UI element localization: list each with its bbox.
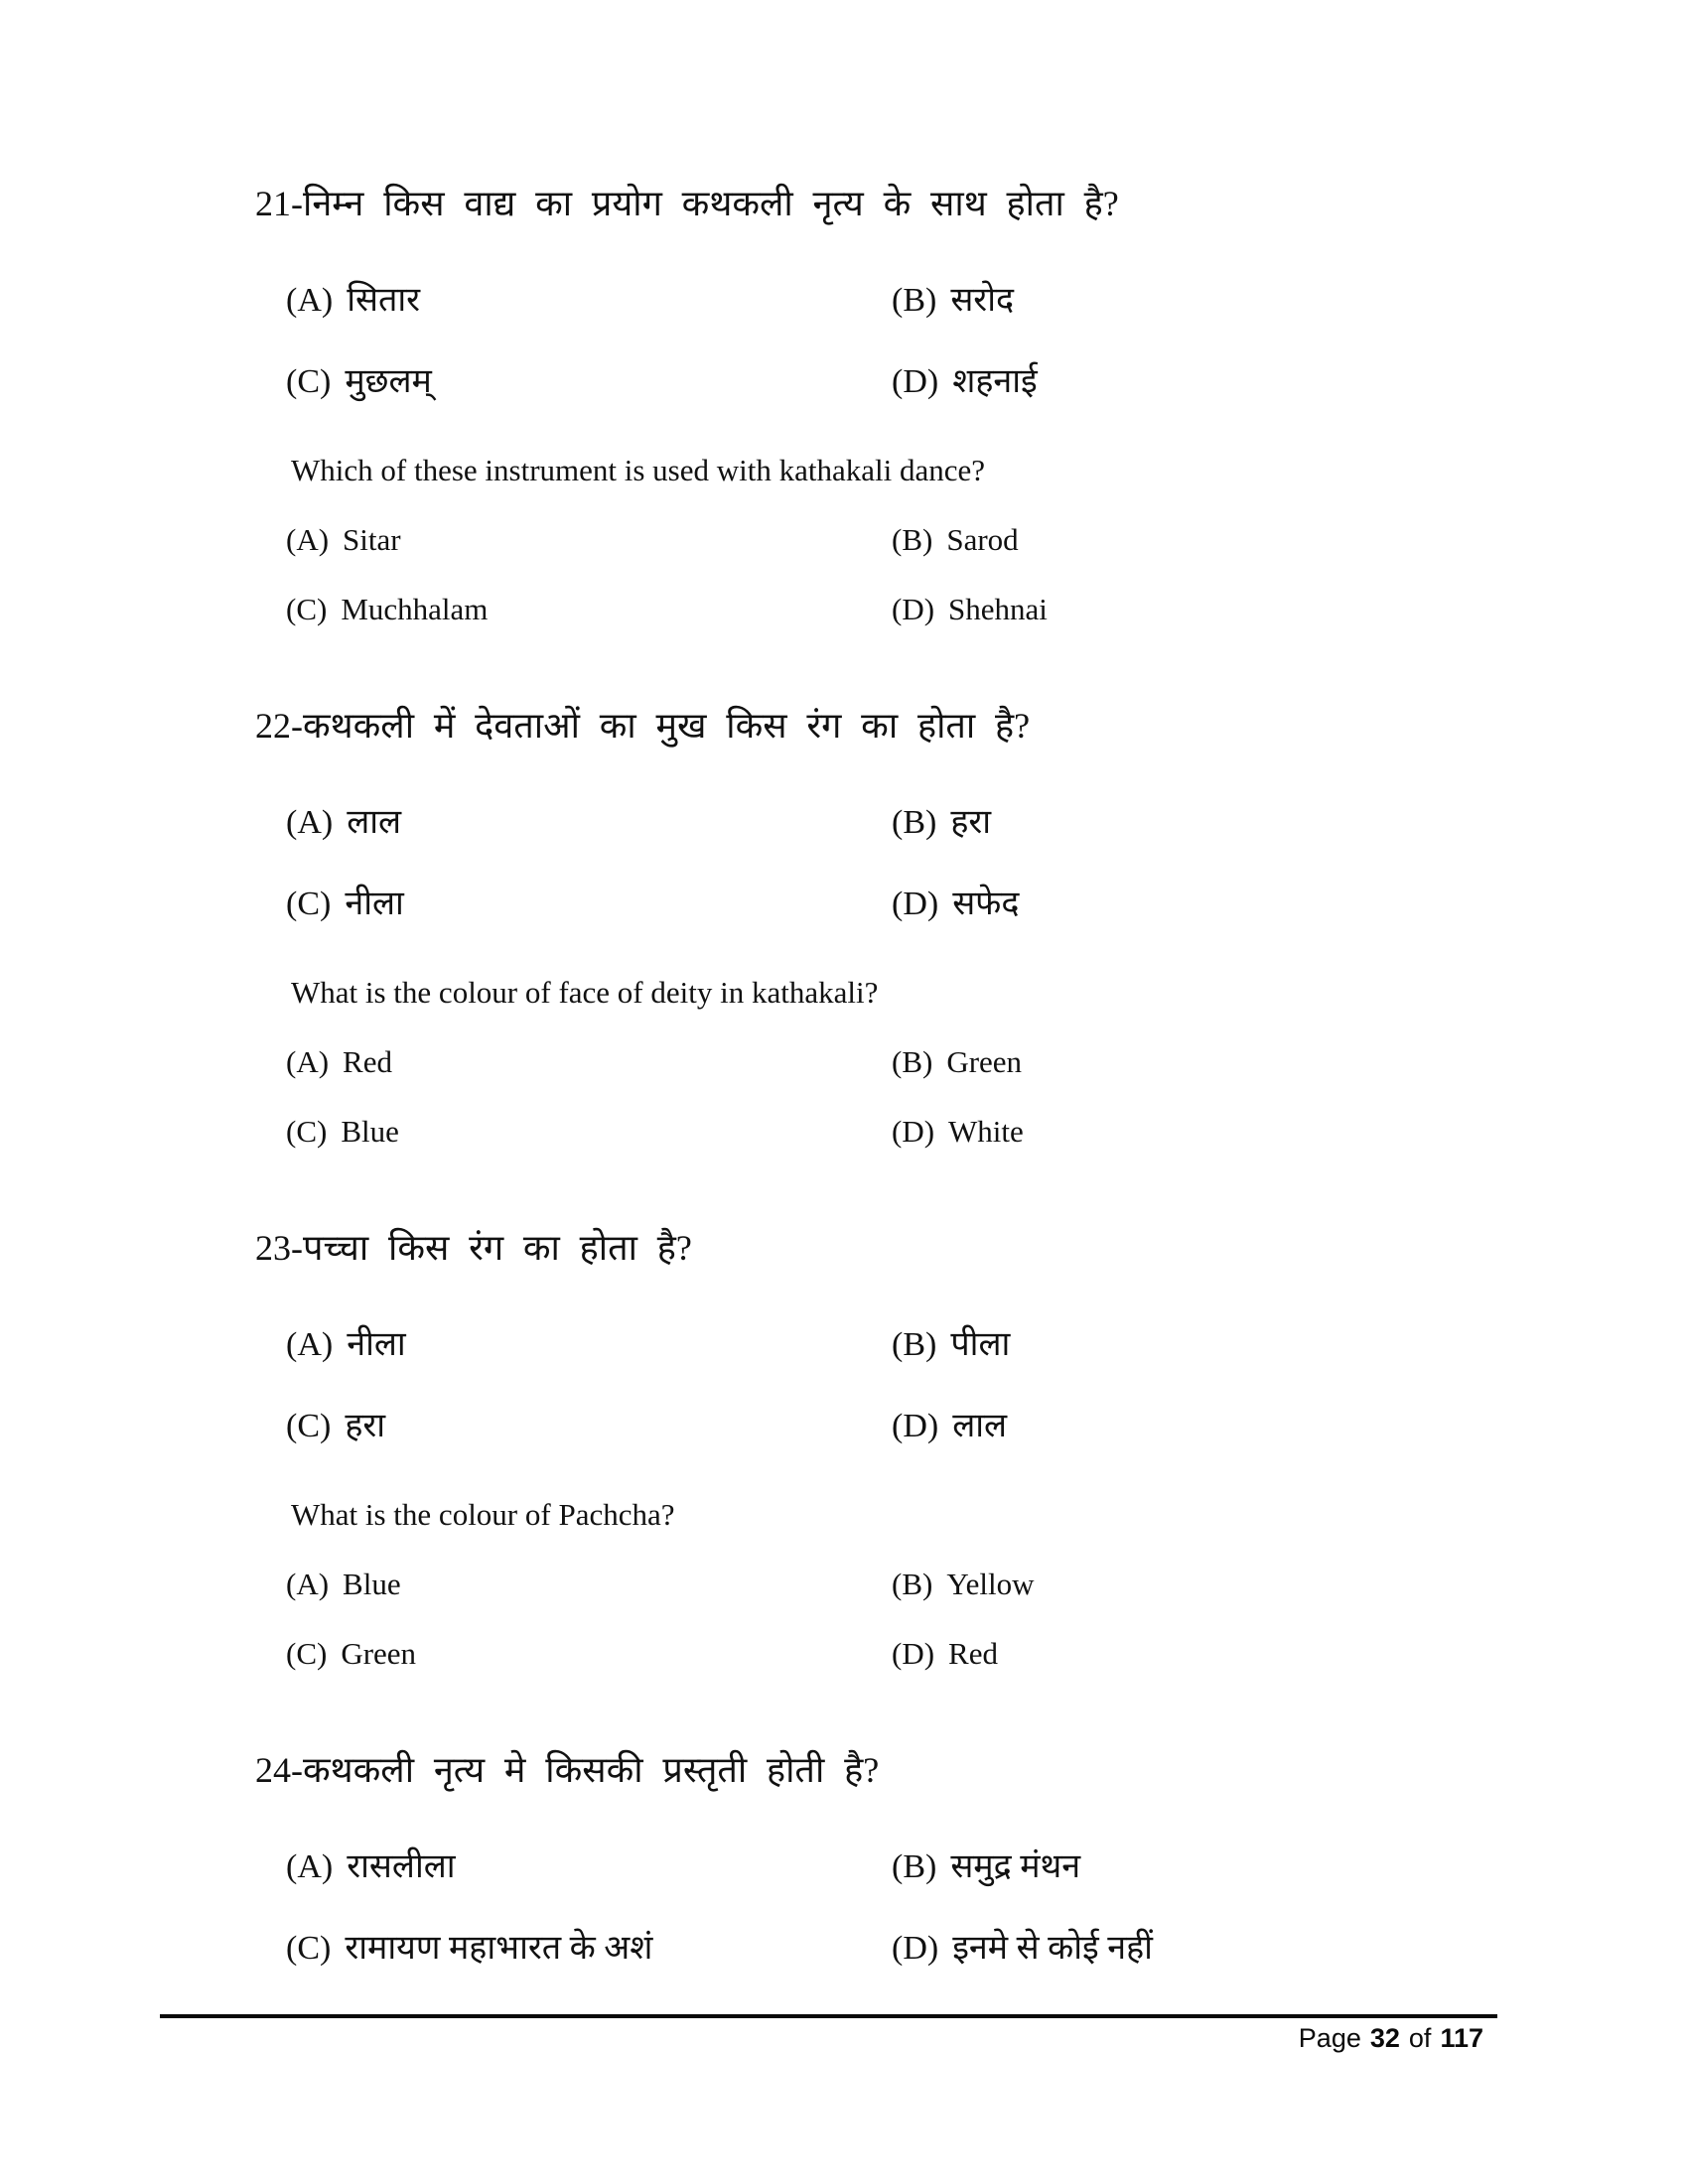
option-text: लाल bbox=[952, 1408, 1008, 1444]
page-number-footer bbox=[1299, 2023, 1483, 2054]
option-text: Sarod bbox=[946, 522, 1019, 557]
option-text: White bbox=[948, 1114, 1024, 1149]
question-24-hindi-title bbox=[255, 1747, 1538, 1793]
option-label: (C) bbox=[286, 1408, 332, 1444]
question-21 bbox=[255, 181, 1538, 629]
option-text: Red bbox=[948, 1636, 998, 1671]
option-label: (C) bbox=[286, 1114, 328, 1149]
option-label: (B) bbox=[892, 1044, 933, 1079]
option-hindi-C bbox=[286, 359, 892, 405]
question-22-hindi-title bbox=[255, 703, 1538, 749]
option-text: हरा bbox=[950, 804, 992, 841]
option-text: रासलीला bbox=[347, 1848, 456, 1885]
option-text: इनमे से कोई नहीं bbox=[952, 1930, 1153, 1967]
option-hindi-B bbox=[892, 1844, 1538, 1890]
footer-of-label: of bbox=[1408, 2023, 1432, 2053]
question-23-hindi-options-row-1 bbox=[255, 1322, 1538, 1368]
option-text: हरा bbox=[345, 1408, 386, 1444]
option-text: Green bbox=[946, 1044, 1023, 1079]
option-english-C bbox=[286, 1112, 892, 1152]
option-hindi-C bbox=[286, 882, 892, 927]
option-text: समुद्र मंथन bbox=[950, 1848, 1081, 1885]
question-23-english-options-row-1 bbox=[255, 1565, 1538, 1604]
option-label: (D) bbox=[892, 886, 939, 922]
option-label: (B) bbox=[892, 282, 937, 319]
option-hindi-D bbox=[892, 882, 1538, 927]
option-english-B bbox=[892, 520, 1538, 560]
question-23 bbox=[255, 1225, 1538, 1674]
question-22 bbox=[255, 703, 1538, 1152]
option-label: (A) bbox=[286, 1044, 330, 1079]
question-23-english-options-row-2 bbox=[255, 1634, 1538, 1674]
option-label: (C) bbox=[286, 592, 328, 626]
option-hindi-A bbox=[286, 278, 892, 324]
option-label: (B) bbox=[892, 804, 937, 841]
option-hindi-A bbox=[286, 800, 892, 846]
question-number: 24- bbox=[255, 1750, 303, 1790]
option-label: (D) bbox=[892, 592, 935, 626]
option-hindi-A bbox=[286, 1322, 892, 1368]
option-text: Red bbox=[343, 1044, 392, 1079]
option-label: (A) bbox=[286, 804, 334, 841]
option-text: Blue bbox=[343, 1567, 401, 1601]
option-text: सरोद bbox=[950, 282, 1015, 319]
option-label: (C) bbox=[286, 1930, 332, 1967]
question-21-hindi-title bbox=[255, 181, 1538, 226]
option-hindi-C bbox=[286, 1926, 892, 1972]
option-text: शहनाई bbox=[952, 363, 1038, 400]
question-23-english-title: What is the colour of Pachcha? bbox=[291, 1497, 675, 1532]
option-label: (B) bbox=[892, 1567, 933, 1601]
question-21-english-title: Which of these instrument is used with kathakali dance? bbox=[291, 453, 986, 487]
option-english-B bbox=[892, 1042, 1538, 1082]
option-english-D bbox=[892, 1112, 1538, 1152]
option-english-A bbox=[286, 1565, 892, 1604]
option-hindi-D bbox=[892, 1926, 1538, 1972]
question-22-english-title: What is the colour of face of deity in kathakali? bbox=[291, 975, 879, 1010]
question-number: 22- bbox=[255, 706, 303, 746]
option-label: (A) bbox=[286, 1567, 330, 1601]
option-english-D bbox=[892, 590, 1538, 629]
footer-divider-line bbox=[160, 2014, 1497, 2018]
option-text: Sitar bbox=[343, 522, 401, 557]
option-english-C bbox=[286, 590, 892, 629]
option-text: रामायण महाभारत के अशं bbox=[345, 1930, 653, 1967]
footer-total-pages: 117 bbox=[1440, 2023, 1483, 2053]
question-number: 23- bbox=[255, 1228, 303, 1268]
question-24 bbox=[255, 1747, 1538, 1972]
option-label: (D) bbox=[892, 363, 939, 400]
option-label: (A) bbox=[286, 1848, 334, 1885]
question-23-hindi-title bbox=[255, 1225, 1538, 1271]
option-text: सफेद bbox=[952, 886, 1020, 922]
option-hindi-B bbox=[892, 800, 1538, 846]
question-text-hindi: कथकली में देवताओं का मुख किस रंग का होता है? bbox=[303, 706, 1031, 746]
option-text: Muchhalam bbox=[341, 592, 489, 626]
option-label: (A) bbox=[286, 282, 334, 319]
option-label: (A) bbox=[286, 1326, 334, 1363]
question-23-hindi-options-row-2 bbox=[255, 1404, 1538, 1449]
question-22-english-options-row-2 bbox=[255, 1112, 1538, 1152]
question-text-hindi: कथकली नृत्य मे किसकी प्रस्तृती होती है? bbox=[303, 1750, 880, 1790]
question-number: 21- bbox=[255, 184, 303, 223]
question-22-english-options-row-1 bbox=[255, 1042, 1538, 1082]
option-label: (A) bbox=[286, 522, 330, 557]
option-english-C bbox=[286, 1634, 892, 1674]
option-label: (B) bbox=[892, 522, 933, 557]
option-label: (C) bbox=[286, 1636, 328, 1671]
option-text: नीला bbox=[347, 1326, 406, 1363]
option-text: Yellow bbox=[946, 1567, 1035, 1601]
question-text-hindi: पच्चा किस रंग का होता है? bbox=[303, 1228, 692, 1268]
option-hindi-D bbox=[892, 359, 1538, 405]
option-text: लाल bbox=[347, 804, 402, 841]
option-hindi-A bbox=[286, 1844, 892, 1890]
question-21-hindi-options-row-2 bbox=[255, 359, 1538, 405]
option-text: नीला bbox=[345, 886, 404, 922]
option-label: (D) bbox=[892, 1114, 935, 1149]
option-label: (B) bbox=[892, 1326, 937, 1363]
footer-page-label: Page bbox=[1298, 2023, 1361, 2053]
option-text: मुछलम् bbox=[345, 363, 432, 400]
option-english-B bbox=[892, 1565, 1538, 1604]
questions-section bbox=[255, 181, 1538, 2045]
option-english-A bbox=[286, 1042, 892, 1082]
question-21-english-options-row-2 bbox=[255, 590, 1538, 629]
option-label: (D) bbox=[892, 1408, 939, 1444]
option-label: (D) bbox=[892, 1930, 939, 1967]
option-hindi-B bbox=[892, 1322, 1538, 1368]
option-text: Blue bbox=[341, 1114, 399, 1149]
question-24-hindi-options-row-2 bbox=[255, 1926, 1538, 1972]
option-english-A bbox=[286, 520, 892, 560]
question-21-hindi-options-row-1 bbox=[255, 278, 1538, 324]
question-24-hindi-options-row-1 bbox=[255, 1844, 1538, 1890]
option-label: (B) bbox=[892, 1848, 937, 1885]
option-label: (C) bbox=[286, 886, 332, 922]
option-text: पीला bbox=[950, 1326, 1011, 1363]
option-text: Shehnai bbox=[948, 592, 1048, 626]
option-label: (D) bbox=[892, 1636, 935, 1671]
question-22-hindi-options-row-1 bbox=[255, 800, 1538, 846]
footer-page-number: 32 bbox=[1369, 2023, 1400, 2053]
option-text: सितार bbox=[347, 282, 421, 319]
option-hindi-D bbox=[892, 1404, 1538, 1449]
option-text: Green bbox=[341, 1636, 417, 1671]
option-hindi-B bbox=[892, 278, 1538, 324]
question-text-hindi: निम्न किस वाद्य का प्रयोग कथकली नृत्य के साथ होता है? bbox=[303, 184, 1119, 223]
question-22-hindi-options-row-2 bbox=[255, 882, 1538, 927]
option-english-D bbox=[892, 1634, 1538, 1674]
question-21-english-options-row-1 bbox=[255, 520, 1538, 560]
option-label: (C) bbox=[286, 363, 332, 400]
option-hindi-C bbox=[286, 1404, 892, 1449]
